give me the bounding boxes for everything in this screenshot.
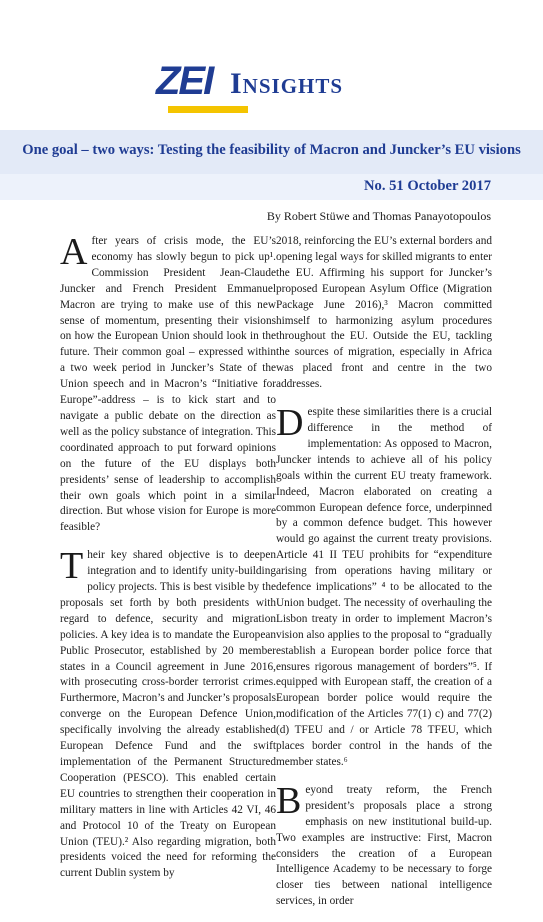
paragraph-text: eyond treaty reform, the French president’s proposals place a strong emphasis on new institutional build-up. Two examples are instructive: First, Macron considers the creation of a European Intelligence Academy to be necessary to forge closer ties between national intelligence services, in order bbox=[276, 783, 492, 908]
drop-cap: D bbox=[276, 402, 304, 445]
left-column bbox=[60, 231, 276, 894]
paragraph-2 bbox=[60, 545, 276, 882]
paragraph-text: fter years of crisis mode, the EU’s economy has slowly begun to pick up¹. Commission President Jean-Claude Juncker and French President Emmanuel Macron are trying to make use of this new sense of momentum, presenting their visions on how the European Union should look in the future. Their common goal – expressed within a two week period in Juncker’s State of the Union speech and in Macron’s “Initiative for Europe”-address – is to kick start and to navigate a public debate on the direction as well as the policy substance of integration. This coordinated approach to put forward opinions on the future of the EU displays both presidents’ sense of leadership to accomplish their own goals which point in a similar direction. But whose vision for Europe is more feasible? bbox=[60, 235, 276, 534]
paragraph-text: espite these similarities there is a crucial difference in the method of implementation: As opposed to Macron, Juncker intends to achieve all of his policy goals within the current EU treaty framework. Indeed, Macron elaborated on creating a common European defence force, underpinned by a common defence budget. This however would go against the current treaty provisions. Article 41 II TEU prohibits for “expenditure arising from operations having military or defence implications” ⁴ to be allocated to the Union budget. The necessity of overhauling the Lisbon treaty in order to implement Macron’s vision also applies to the proposal to “gradually establish a European border police force that ensures rigorous management of borders”⁵. If equipped with European staff, the creation of a European border police would require the modification of the Articles 77(1) c) and 77(2) (d) TFEU and / or Article 78 TFEU, which places border control in the hands of the member states.⁶ bbox=[276, 406, 492, 768]
article-authors: By Robert Stüwe and Thomas Panayotopoulos bbox=[266, 209, 491, 223]
article-title: One goal – two ways: Testing the feasibility of Macron and Juncker’s EU visions bbox=[22, 142, 521, 158]
drop-cap: T bbox=[60, 545, 84, 588]
logo-underline bbox=[168, 106, 248, 113]
paragraph-3 bbox=[276, 402, 492, 771]
zei-insights-logo bbox=[156, 58, 388, 104]
logo-brand: ZEI bbox=[156, 59, 213, 103]
issue-number: No. 51 October 2017 bbox=[363, 178, 491, 194]
drop-cap: A bbox=[60, 231, 88, 273]
logo-product: Insights bbox=[230, 67, 344, 100]
drop-cap: B bbox=[276, 779, 302, 822]
paragraph-text: heir key shared objective is to deepen integration and to identify unity-building policy projects. This is best visible by the proposals set forth by both presidents with regard to defence, security and migration policies. A key idea is to mandate the European Public Prosecutor, established by 20 member states in a Council agreement in June 2016, with prosecuting cross-border terrorist crimes. Furthermore, Macron’s and Juncker’s proposals converge on the European Defence Union, specifically involving the already established European Defence Fund and the swift implementation of the Permanent Structured Cooperation (PESCO). This enabled certain EU countries to strengthen their cooperation in military matters in line with Articles 42 VI, 46 and Protocol 10 of the Treaty on European Union (TEU).² Also regarding migration, both presidents voiced the need for reforming the current Dublin system by bbox=[60, 549, 276, 880]
paragraph-4 bbox=[276, 779, 492, 910]
paragraph-2-continued: 2018, reinforcing the EU’s external borders and opening legal ways for skilled migrants to enter the EU. Affirming his support for Juncker’s proposed European Asylum Office (Migration Package June 2016),³ Macron committed himself to harmonizing asylum procedures throughout the EU. Outside the EU, tackling the sources of migration, especially in Africa was placed front and centre in the two addresses. bbox=[276, 235, 492, 391]
right-column bbox=[276, 234, 492, 922]
paragraph-1 bbox=[60, 231, 276, 536]
